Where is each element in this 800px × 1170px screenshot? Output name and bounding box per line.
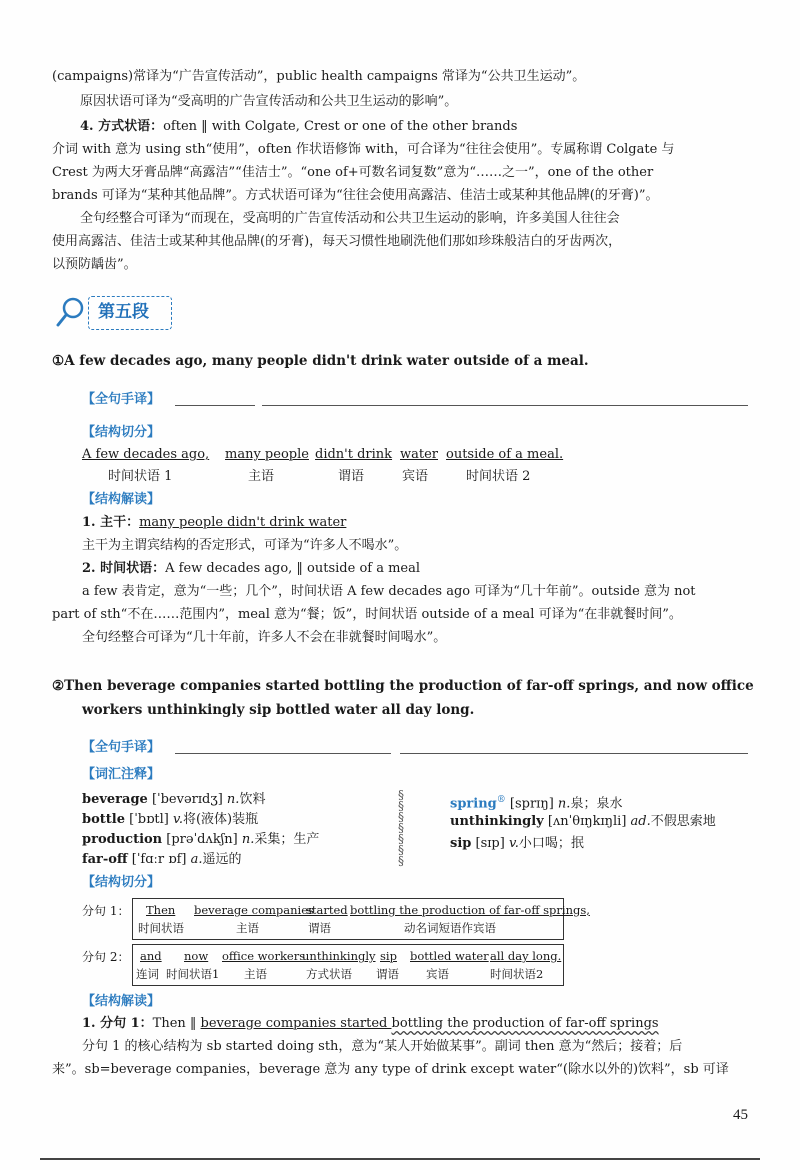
role-5: 时间状语 2 [466, 469, 531, 484]
translate-label-2: 【全句手译】 [82, 740, 161, 755]
structure-label: 【结构切分】 [82, 425, 161, 440]
blank-line [175, 405, 255, 406]
clause-2-part: and [140, 949, 162, 963]
text-line: a few 表肯定，意为“一些；几个”，时间状语 A few decades ago 可译为“几十年前”。outside 意为 not [82, 584, 696, 599]
vocab-word: far-off [82, 852, 128, 867]
clause-2-role: 时间状语2 [490, 967, 544, 981]
analysis-b1-head: 1. 分句 1： [82, 1016, 153, 1031]
clause-2-label: 分句 2： [82, 950, 130, 964]
analysis-1 [82, 514, 346, 532]
vocab-item: sip [sɪp] v.小口喝；抿 [450, 836, 584, 851]
role-2: 主语 [248, 469, 275, 484]
vocab-word: sip [450, 836, 472, 851]
analysis-label: 【结构解读】 [82, 492, 161, 507]
structure-label-2: 【结构切分】 [82, 875, 161, 890]
text-line: brands 可译为“某种其他品牌”。方式状语可译为“往往会使用高露洁、佳洁士或某种其他品牌(的牙膏)”。 [52, 188, 659, 203]
vocab-item: spring® [sprɪŋ] n.泉；泉水 [450, 795, 623, 812]
part-5: outside of a meal. [446, 447, 564, 462]
clause-1-role: 主语 [236, 921, 259, 935]
translate-label: 【全句手译】 [82, 392, 161, 407]
sentence-2-line-2: workers unthinkingly sip bottled water all day long. [82, 702, 475, 718]
column-divider: § § § § § § § [398, 788, 404, 868]
heading-4-text: often ‖ with Colgate, Crest or one of the other brands [163, 119, 518, 134]
clause-2-part: sip [380, 949, 397, 963]
clause-2-role: 宾语 [426, 967, 449, 981]
clause-2-role: 主语 [244, 967, 267, 981]
blank-line [175, 753, 391, 754]
clause-1-label: 分句 1： [82, 904, 130, 918]
blank-line [262, 405, 748, 406]
vocab-label: 【词汇注释】 [82, 767, 161, 782]
text-line: 介词 with 意为 using sth“使用”，often 作状语修饰 with，可合译为“往往会使用”。专属称谓 Colgate 与 [52, 142, 675, 157]
text-line: 原因状语可译为“受高明的广告宣传活动和公共卫生运动的影响”。 [80, 94, 458, 109]
vocab-word: spring [450, 796, 497, 812]
clause-2-part: unthinkingly [302, 949, 376, 963]
analysis-b1: 1. 分句 1：Then ‖ beverage companies started bottling the production of far-off springs [82, 1016, 659, 1031]
vocab-item: unthinkingly [ʌnˈθɪŋkɪŋli] ad.不假思索地 [450, 814, 716, 829]
vocab-item: bottle [ˈbɒtl] v.将(液体)装瓶 [82, 812, 259, 827]
vocab-item: beverage [ˈbevərɪdʒ] n.饮料 [82, 792, 266, 807]
heading-4 [80, 118, 517, 136]
role-4: 宾语 [402, 469, 429, 484]
clause-2-part: bottled water [410, 949, 489, 963]
text-line: (campaigns)常译为“广告宣传活动”，public health campaigns 常译为“公共卫生运动”。 [52, 69, 586, 84]
clause-1-part: started [306, 903, 348, 917]
section-title: 第五段 [98, 302, 149, 322]
clause-2-role: 时间状语1 [166, 967, 220, 981]
part-3: didn't drink [315, 447, 393, 462]
text-line: part of sth“不在……范围内”，meal 意为“餐；饭”，时间状语 outside of a meal 可译为“在非就餐时间”。 [52, 607, 682, 622]
analysis-2-text: A few decades ago, ‖ outside of a meal [165, 561, 421, 576]
clause-2-role: 谓语 [376, 967, 399, 981]
vocab-word: bottle [82, 812, 125, 827]
part-4: water [400, 447, 439, 462]
text-line: Crest 为两大牙膏品牌“高露洁”“佳洁士”。“one of+可数名词复数”意为“……之一”，one of the other [52, 165, 654, 180]
clause-2-part: now [184, 949, 209, 963]
page-number: 45 [733, 1107, 748, 1123]
structure-parts [82, 446, 209, 464]
clause-1-part: Then [146, 903, 176, 917]
role-1: 时间状语 1 [108, 469, 173, 484]
role-3: 谓语 [338, 469, 365, 484]
vocab-item: production [prəˈdʌkʃn] n.采集；生产 [82, 832, 320, 847]
clause-1-role: 动名词短语作宾语 [404, 921, 496, 935]
analysis-1-head: 1. 主干： [82, 515, 140, 530]
clause-1-part: bottling the production of far-off springs, [350, 903, 590, 917]
clause-1-part: beverage companies [194, 903, 314, 917]
text-line: 使用高露洁、佳洁士或某种其他品牌(的牙膏)，每天习惯性地刷洗他们那如珍珠般洁白的牙齿两次， [52, 234, 622, 249]
part-1: A few decades ago, [82, 447, 210, 462]
clause-2-role: 连词 [136, 967, 159, 981]
clause-1-role: 时间状语 [138, 921, 184, 935]
part-2: many people [225, 447, 309, 462]
vocab-word: production [82, 832, 163, 847]
text-line: 来”。sb=beverage companies，beverage 意为 any type of drink except water“(除水以外的)饮料”，sb 可译 [52, 1062, 729, 1077]
analysis-2-head: 2. 时间状语： [82, 561, 166, 576]
analysis-1-text: many people didn't drink water [139, 515, 347, 530]
clause-2-part: office workers [222, 949, 306, 963]
clause-2-part: all day long. [490, 949, 562, 963]
text-line: 主干为主谓宾结构的否定形式，可译为“许多人不喝水”。 [82, 538, 408, 553]
magnifier-icon [56, 296, 86, 330]
text-line: 全句经整合可译为“几十年前，许多人不会在非就餐时间喝水”。 [82, 630, 447, 645]
sentence-1: ①A few decades ago, many people didn't drink water outside of a meal. [52, 353, 589, 369]
vocab-item: far-off [ˈfɑːr ɒf] a.遥远的 [82, 852, 242, 867]
footer-rule [40, 1158, 760, 1160]
vocab-word: beverage [82, 792, 148, 807]
text-line: 以预防龋齿”。 [52, 257, 137, 272]
text-line: 分句 1 的核心结构为 sb started doing sth，意为“某人开始做某事”。副词 then 意为“然后；接着；后 [82, 1039, 683, 1054]
blank-line [400, 753, 748, 754]
clause-2-role: 方式状语 [306, 967, 352, 981]
analysis-2 [82, 560, 420, 578]
text-line: 全句经整合可译为“而现在，受高明的广告宣传活动和公共卫生运动的影响，许多美国人往往会 [80, 211, 620, 226]
heading-4-label: 4. 方式状语： [80, 119, 164, 134]
analysis-label-2: 【结构解读】 [82, 994, 161, 1009]
clause-1-role: 谓语 [308, 921, 331, 935]
sentence-2-line-1: ②Then beverage companies started bottling the production of far-off springs, and now office [52, 678, 754, 694]
vocab-word: unthinkingly [450, 814, 544, 829]
